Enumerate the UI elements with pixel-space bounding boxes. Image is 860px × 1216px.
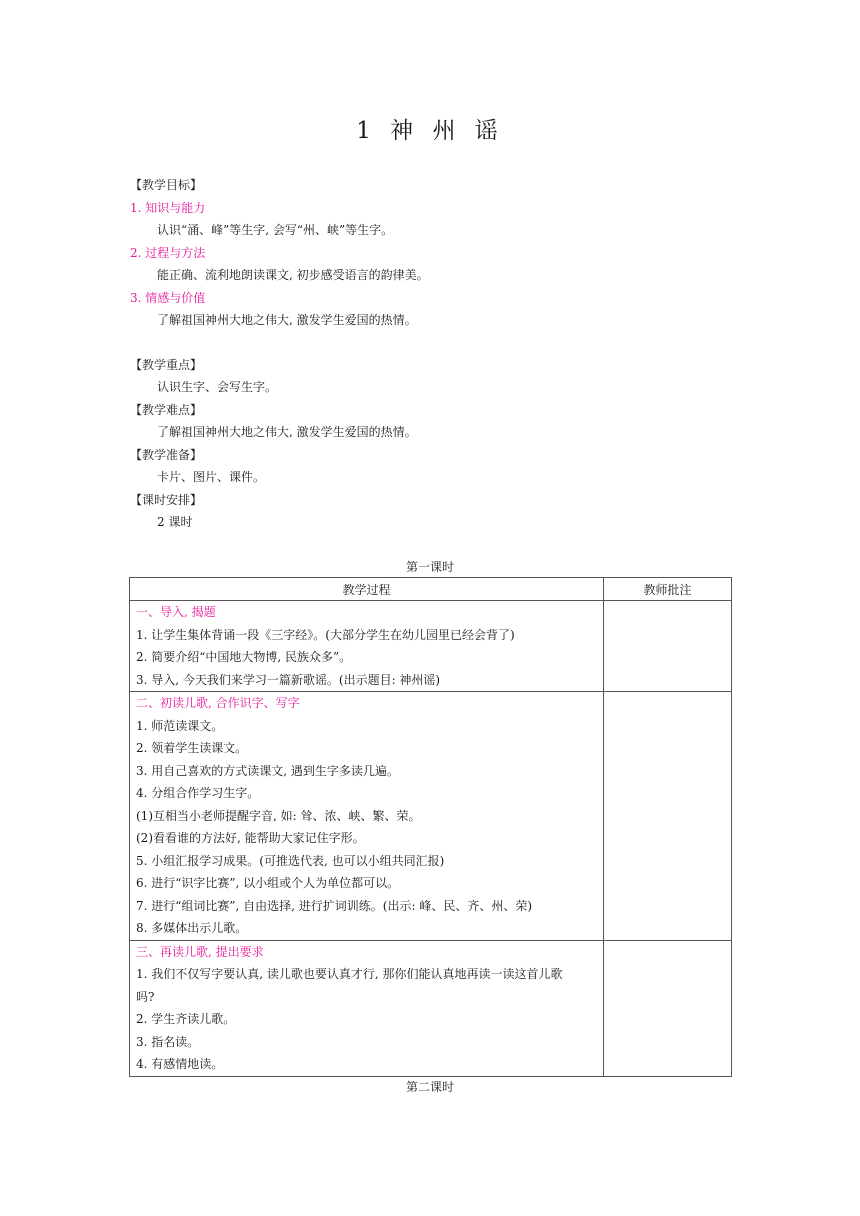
notes-cell [604,940,732,1076]
section-2-cell [130,692,604,941]
table-row [130,692,732,941]
section-2-line: (1)互相当小老师提醒字音, 如: 耸、浓、峡、繁、荣。 [136,808,421,823]
section-2-line: 3. 用自己喜欢的方式读课文, 遇到生字多读几遍。 [136,763,399,778]
section-2-line: 2. 领着学生读课文。 [136,741,248,755]
schedule-text: 2 课时 [157,515,193,529]
preparation-heading: 【教学准备】 [130,447,203,462]
section-1-line: 1. 让学生集体背诵一段《三字经》。(大部分学生在幼儿园里已经会背了) [136,627,515,642]
objective-1-text: 认识“涌、峰”等生字, 会写“州、峡”等生字。 [157,223,394,237]
lesson2-caption: 第二课时 [405,1080,454,1094]
objectives-heading: 【教学目标】 [130,178,203,192]
objective-1-label: 1. 知识与能力 [130,200,206,215]
table-row [130,601,732,692]
key-points-text: 认识生字、会写生字。 [157,380,278,394]
schedule-heading: 【课时安排】 [130,492,203,507]
table-header-row [130,578,732,601]
notes-cell [604,601,732,692]
key-points-heading: 【教学重点】 [130,357,203,372]
difficulties-heading: 【教学难点】 [130,402,203,417]
section-2-line: 5. 小组汇报学习成果。(可推选代表, 也可以小组共同汇报) [136,853,445,868]
objective-2-text: 能正确、流利地朗读课文, 初步感受语言的韵律美。 [157,268,429,282]
section-3-line: 1. 我们不仅写字要认真, 读儿歌也要认真才行, 那你们能认真地再读一读这首儿歌 [136,967,563,981]
section-1-line: 3. 导入, 今天我们来学习一篇新歌谣。(出示题目: 神州谣) [136,672,441,687]
table-row [130,940,732,1076]
section-3-cell [130,940,604,1076]
preparation-text: 卡片、图片、课件。 [157,470,266,484]
section-2-line: 7. 进行“组词比赛”, 自由选择, 进行扩词训练。(出示: 峰、民、齐、州、荣) [136,898,533,913]
section-2-line: 4. 分组合作学习生字。 [136,786,260,800]
objective-3-label: 3. 情感与价值 [130,290,206,305]
lesson1-table [129,577,732,1077]
section-1-line: 2. 简要介绍“中国地大物博, 民族众多”。 [136,650,352,664]
objective-3-text: 了解祖国神州大地之伟大, 激发学生爱国的热情。 [157,313,417,327]
section-2-line: 1. 师范读课文。 [136,718,224,733]
section-1-heading: 一、导入, 揭题 [136,605,216,619]
lesson-plan-header [130,174,730,534]
section-1-cell [130,601,604,692]
section-2-line: (2)看看谁的方法好, 能帮助大家记住字形。 [136,831,365,845]
objective-2-label: 2. 过程与方法 [130,245,206,260]
page-title: 1 神 州 谣 [356,118,504,144]
section-3-line: 吗? [136,989,155,1004]
col-process-header: 教学过程 [130,578,604,601]
section-3-line: 3. 指名读。 [136,1034,200,1049]
notes-cell [604,692,732,941]
col-notes-header: 教师批注 [604,578,732,601]
section-2-line: 6. 进行“识字比赛”, 以小组或个人为单位都可以。 [136,876,400,890]
section-2-line: 8. 多媒体出示儿歌。 [136,921,248,935]
section-3-line: 4. 有感情地读。 [136,1057,224,1071]
section-2-heading: 二、初读儿歌, 合作识字、写字 [136,696,300,710]
section-3-line: 2. 学生齐读儿歌。 [136,1012,236,1026]
lesson1-caption: 第一课时 [405,560,454,574]
section-3-heading: 三、再读儿歌, 提出要求 [136,944,264,959]
difficulties-text: 了解祖国神州大地之伟大, 激发学生爱国的热情。 [157,425,417,439]
